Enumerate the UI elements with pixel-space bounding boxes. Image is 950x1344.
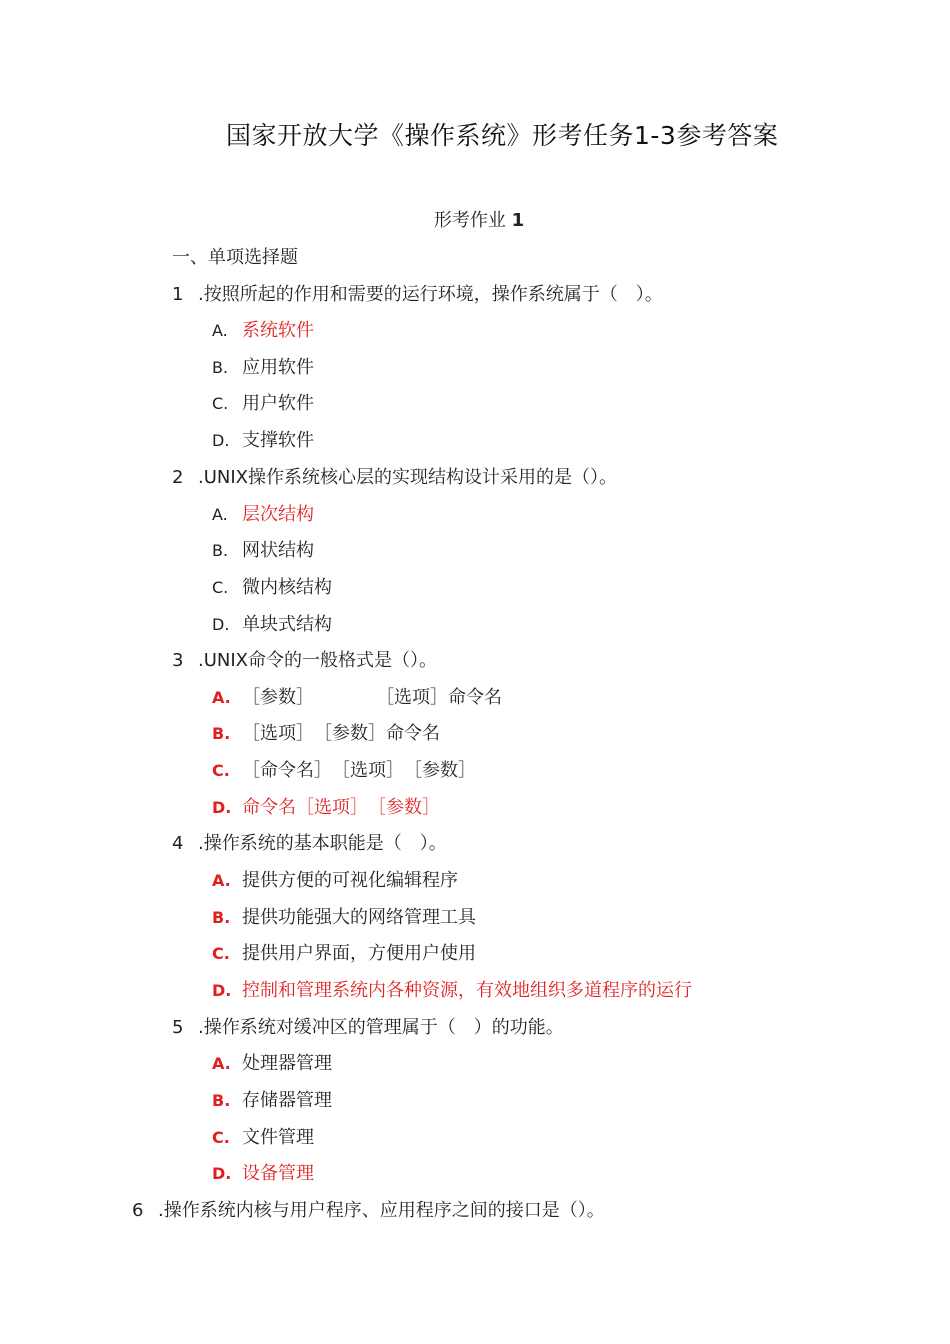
assignment-heading-number: 1 bbox=[511, 210, 525, 231]
option-letter: B. bbox=[212, 1091, 231, 1110]
q5-option-b bbox=[212, 1086, 332, 1112]
question-5 bbox=[172, 1013, 564, 1039]
q3-option-d bbox=[212, 793, 440, 819]
question-text: .操作系统的基本职能是（ ）。 bbox=[198, 833, 447, 854]
q3-option-b bbox=[212, 719, 440, 745]
option-letter: A. bbox=[212, 1054, 231, 1073]
question-number: 1 bbox=[172, 284, 184, 305]
q4-option-b bbox=[212, 903, 476, 929]
question-text: .按照所起的作用和需要的运行环境，操作系统属于（ ）。 bbox=[198, 284, 663, 305]
q1-option-d bbox=[212, 426, 314, 452]
option-letter: A. bbox=[212, 321, 228, 340]
assignment-heading-text: 形考作业 bbox=[433, 210, 506, 231]
q2-option-d bbox=[212, 610, 332, 636]
option-text: 提供方便的可视化编辑程序 bbox=[242, 870, 458, 891]
q5-option-d bbox=[212, 1159, 314, 1185]
q1-option-c bbox=[212, 389, 314, 415]
option-text: 处理器管理 bbox=[242, 1053, 332, 1074]
option-text: 支撑软件 bbox=[242, 430, 314, 451]
question-number: 5 bbox=[172, 1017, 184, 1038]
option-letter: D. bbox=[212, 615, 230, 634]
option-text: 文件管理 bbox=[242, 1127, 314, 1148]
option-letter: A. bbox=[212, 688, 231, 707]
option-letter: C. bbox=[212, 578, 229, 597]
option-letter: C. bbox=[212, 761, 230, 780]
question-3 bbox=[172, 646, 437, 672]
q3-option-a bbox=[212, 683, 502, 709]
option-text-answer: 系统软件 bbox=[242, 320, 314, 341]
q3-option-c bbox=[212, 756, 476, 782]
question-4 bbox=[172, 829, 447, 855]
option-letter: B. bbox=[212, 358, 229, 377]
option-text: ［选项］ ［参数］命令名 bbox=[242, 723, 440, 744]
option-letter: B. bbox=[212, 908, 231, 927]
option-text-answer: 控制和管理系统内各种资源，有效地组织多道程序的运行 bbox=[242, 980, 692, 1001]
option-letter: C. bbox=[212, 944, 230, 963]
question-number: 4 bbox=[172, 833, 184, 854]
option-text: 单块式结构 bbox=[242, 614, 332, 635]
q4-option-a bbox=[212, 866, 458, 892]
assignment-heading bbox=[0, 206, 950, 232]
option-text: ［参数］ bbox=[242, 687, 314, 708]
question-6 bbox=[132, 1196, 605, 1222]
question-text: .操作系统对缓冲区的管理属于（ ）的功能。 bbox=[198, 1017, 564, 1038]
question-text: .UNIX命令的一般格式是（）。 bbox=[198, 650, 437, 671]
option-letter: B. bbox=[212, 724, 231, 743]
option-text: 提供功能强大的网络管理工具 bbox=[242, 907, 476, 928]
question-number: 2 bbox=[172, 467, 184, 488]
option-text-answer: 层次结构 bbox=[242, 504, 314, 525]
option-letter: D. bbox=[212, 798, 232, 817]
question-text: .操作系统内核与用户程序、应用程序之间的接口是（）。 bbox=[158, 1200, 605, 1221]
option-letter: B. bbox=[212, 541, 229, 560]
option-letter: D. bbox=[212, 431, 230, 450]
question-number: 3 bbox=[172, 650, 184, 671]
option-letter: C. bbox=[212, 1128, 230, 1147]
option-text: 微内核结构 bbox=[242, 577, 332, 598]
q5-option-a bbox=[212, 1049, 332, 1075]
q4-option-c bbox=[212, 939, 476, 965]
question-2 bbox=[172, 463, 617, 489]
q5-option-c bbox=[212, 1123, 314, 1149]
option-text: 用户软件 bbox=[242, 393, 314, 414]
option-letter: A. bbox=[212, 505, 228, 524]
option-text: ［选项］命令名 bbox=[376, 687, 502, 708]
option-text: 应用软件 bbox=[242, 357, 314, 378]
question-text: .UNIX操作系统核心层的实现结构设计采用的是（）。 bbox=[198, 467, 617, 488]
option-letter: D. bbox=[212, 1164, 232, 1183]
q1-option-b bbox=[212, 353, 314, 379]
document-title: 国家开放大学《操作系统》形考任务1-3参考答案 bbox=[226, 121, 779, 150]
option-text: ［命令名］ ［选项］ ［参数］ bbox=[242, 760, 476, 781]
option-letter: D. bbox=[212, 981, 232, 1000]
q2-option-a bbox=[212, 500, 314, 526]
option-text: 存储器管理 bbox=[242, 1090, 332, 1111]
q2-option-b bbox=[212, 536, 314, 562]
option-letter: A. bbox=[212, 871, 231, 890]
q4-option-d bbox=[212, 976, 692, 1002]
section-heading: 一、单项选择题 bbox=[172, 247, 298, 268]
option-letter: C. bbox=[212, 394, 229, 413]
option-text-answer: 设备管理 bbox=[242, 1163, 314, 1184]
option-text: 提供用户界面，方便用户使用 bbox=[242, 943, 476, 964]
q2-option-c bbox=[212, 573, 332, 599]
option-text-answer: 命令名［选项］ ［参数］ bbox=[242, 797, 440, 818]
question-number: 6 bbox=[132, 1200, 144, 1221]
q1-option-a bbox=[212, 316, 314, 342]
question-1 bbox=[172, 280, 663, 306]
option-text: 网状结构 bbox=[242, 540, 314, 561]
